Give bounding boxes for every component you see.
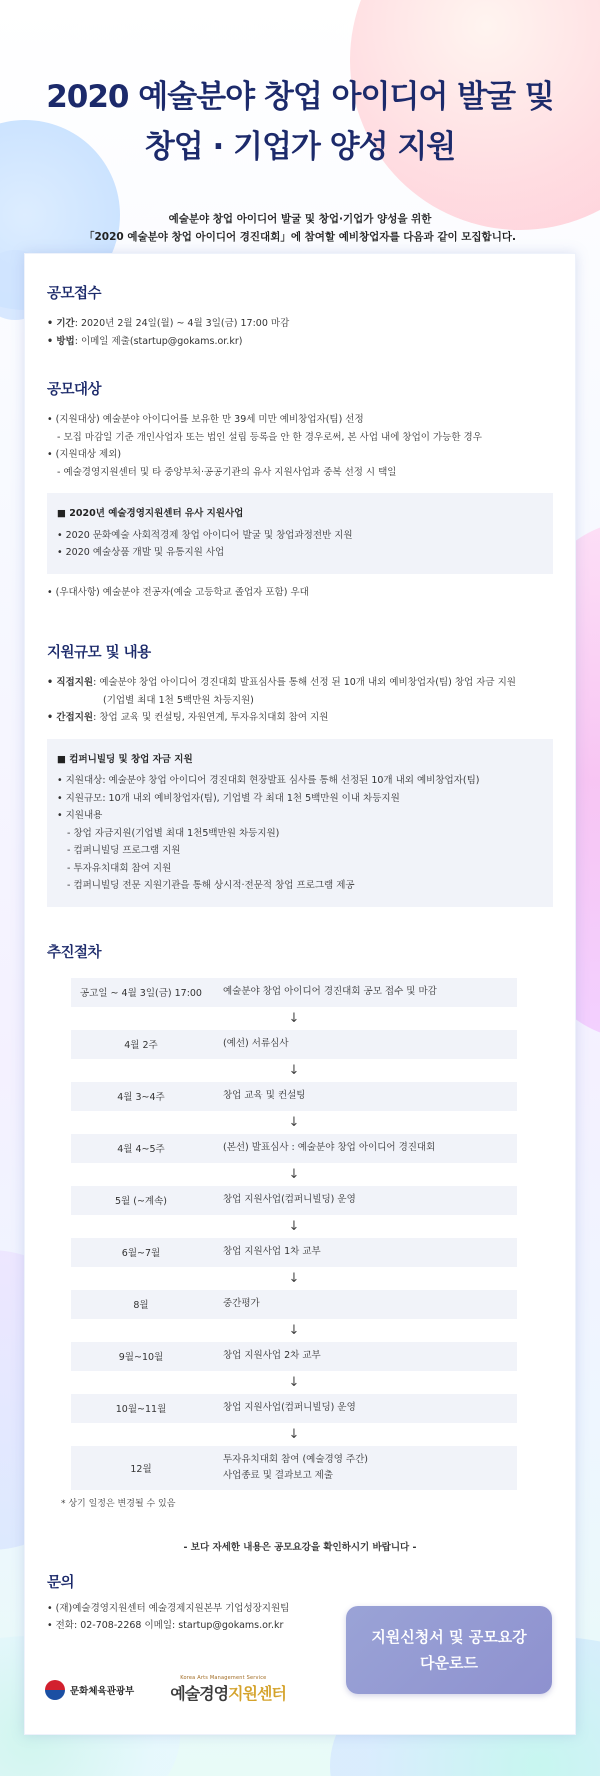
step-when: 5월 (~계속) [115,1196,167,1207]
arrow-down-icon: ↓ [288,1270,300,1286]
arrow-down-icon: ↓ [288,1322,300,1338]
target-line: - 모집 마감일 기준 개인사업자 또는 법인 설립 등록을 안 한 경우로써, 본 사업 내에 창업이 가능한 경우 [57,431,482,443]
box-item: • 지원대상: 예술분야 창업 아이디어 경진대회 현장발표 심사를 통해 선정된 10개 내외 예비창업자(팀) [57,775,480,786]
step-when: 10월~11월 [115,1404,167,1415]
kams-logo-text [170,1681,286,1704]
content-card [24,253,576,1735]
step-when: 9월~10월 [118,1352,164,1363]
step-what-line: 사업종료 및 결과보고 제출 [223,1469,334,1481]
box-item: - 투자유치대회 참여 지원 [67,862,172,874]
step-when: 12월 [130,1463,152,1475]
kams-logo-part2: 지원센터 [228,1684,286,1703]
box-item: • 지원규모: 10개 내외 예비창업자(팀), 기업별 각 최대 1천 5백만원 이내 차등지원 [57,792,400,804]
box-item: - 창업 자금지원(기업별 최대 1천5백만원 차등지원) [67,827,280,839]
box-title: ■ 2020년 예술경영지원센터 유사 지원사업 [57,508,244,519]
process-step [71,1446,517,1490]
kams-logo-part1: 예술경영 [170,1684,229,1703]
subtitle-line-1: 예술분야 창업 아이디어 발굴 및 창업·기업가 양성을 위한 [168,213,432,225]
footer-logos [45,1675,286,1704]
step-what: 창업 지원사업(컴퍼니빌딩) 운영 [223,1194,356,1205]
direct-label: • 직접지원 [47,677,94,688]
arrow-down-icon: ↓ [288,1114,300,1130]
section-title-contact: 문의 [47,1574,75,1591]
arrow-down-icon: ↓ [288,1062,300,1078]
process-step [71,1134,517,1163]
contact-line: • (재)예술경영지원센터 예술경제지원본부 기업성장지원팀 [47,1602,290,1614]
step-when: 4월 3~4주 [117,1092,165,1103]
reception-section [47,282,553,350]
section-title-reception: 공모접수 [47,286,102,302]
section-title-process: 추진절차 [47,944,102,961]
target-line: • (지원대상) 예술분야 아이디어를 보유한 만 39세 미만 예비창업자(팀) 선정 [47,414,364,425]
process-step [71,978,517,1007]
direct-value: : 예술분야 창업 아이디어 경진대회 발표심사를 통해 선정 된 10개 내외 예비창업자(팀) 창업 자금 지원 [93,677,516,688]
support-section [47,641,553,907]
step-when: 공고일 ~ 4월 3일(금) 17:00 [80,988,202,999]
title-line-2: 창업 · 기업가 양성 지원 [144,129,456,165]
target-line: • (지원대상 제외) [47,449,122,460]
download-button[interactable] [346,1606,552,1694]
step-what: (예선) 서류심사 [223,1038,289,1049]
similar-programs-box [47,493,553,574]
target-line: - 예술경영지원센터 및 타 중앙부처·공공기관의 유사 지원사업과 중복 선정 시 택일 [57,466,397,478]
target-section [47,378,553,601]
page-header [0,0,600,246]
arrow-down-icon: ↓ [288,1218,300,1234]
box-item: • 2020 문화예술 사회적경제 창업 아이디어 발굴 및 창업과정전반 지원 [57,529,353,541]
box-item: • 지원내용 [57,810,103,821]
step-what: 창업 지원사업(컴퍼니빌딩) 운영 [223,1402,356,1413]
process-step [71,1342,517,1371]
period-label: • 기간 [47,318,75,329]
box-title: ■ 컴퍼니빌딩 및 창업 자금 지원 [57,753,193,765]
more-info-text: - 보다 자세한 내용은 공모요강을 확인하시기 바랍니다 - [183,1541,417,1553]
box-item: • 2020 예술상품 개발 및 유통지원 사업 [57,547,225,558]
indirect-label: • 간접지원 [47,712,94,723]
arrow-down-icon: ↓ [288,1166,300,1182]
contact-line: • 전화: 02-708-2268 이메일: startup@gokams.or.kr [47,1620,284,1631]
step-what: 창업 교육 및 컨설팅 [223,1090,306,1101]
box-item: - 컴퍼니빌딩 전문 지원기관을 통해 상시적·전문적 창업 프로그램 제공 [67,880,355,891]
step-when: 4월 2주 [124,1040,158,1051]
process-steps [71,978,517,1490]
step-what: 창업 지원사업 2차 교부 [223,1350,321,1361]
step-what: 예술분야 창업 아이디어 경진대회 공모 접수 및 마감 [223,986,437,997]
box-item: - 컴퍼니빌딩 프로그램 지원 [67,845,181,856]
process-step [71,1238,517,1267]
kams-logo [170,1675,286,1704]
page-subtitle [0,210,600,246]
step-what: (본선) 발표심사 : 예술분야 창업 아이디어 경진대회 [223,1142,436,1153]
step-when: 8월 [133,1300,149,1311]
process-step [71,1290,517,1319]
schedule-note: * 상기 일정은 변경될 수 있음 [61,1498,176,1509]
method-value: : 이메일 제출(startup@gokams.or.kr) [74,335,243,347]
arrow-down-icon: ↓ [288,1010,300,1026]
section-title-target: 공모대상 [47,382,102,398]
step-what: 중간평가 [223,1298,260,1309]
arrow-down-icon: ↓ [288,1426,300,1442]
process-section [47,941,553,1509]
arrow-down-icon: ↓ [288,1374,300,1390]
page-title [0,72,600,172]
moc-logo-text: 문화체육관광부 [70,1685,135,1697]
section-title-support: 지원규모 및 내용 [47,645,151,661]
download-button-line-1: 지원신청서 및 공모요강 [371,1628,527,1646]
subtitle-line-2: 「2020 예술분야 창업 아이디어 경진대회」에 참여할 예비창업자를 다음과 같이 모집합니다. [84,231,516,243]
period-value: : 2020년 2월 24일(월) ~ 4월 3일(금) 17:00 마감 [74,318,290,329]
step-when: 6월~7월 [121,1248,161,1259]
step-what [211,1452,517,1484]
indirect-value: : 창업 교육 및 컨설팅, 자원연계, 투자유치대회 참여 지원 [93,712,329,723]
title-line-1: 2020 예술분야 창업 아이디어 발굴 및 [46,79,554,115]
company-building-box [47,739,553,907]
moc-logo [45,1680,134,1700]
method-label: • 방법 [47,335,75,347]
step-when: 4월 4~5주 [117,1144,165,1155]
step-what-line: 투자유치대회 참여 (예술경영 주간) [223,1453,368,1465]
step-what: 창업 지원사업 1차 교부 [223,1246,321,1257]
taegeuk-icon [45,1680,65,1700]
process-step [71,1082,517,1111]
process-step [71,1030,517,1059]
download-button-line-2: 다운로드 [420,1654,478,1672]
process-step [71,1394,517,1423]
direct-value-2: (기업별 최대 1천 5백만원 차등지원) [103,694,254,706]
process-step [71,1186,517,1215]
kams-logo-english: Korea Arts Management Service [180,1675,267,1681]
preference-line: • (우대사항) 예술분야 전공자(예술 고등학교 졸업자 포함) 우대 [47,586,309,598]
